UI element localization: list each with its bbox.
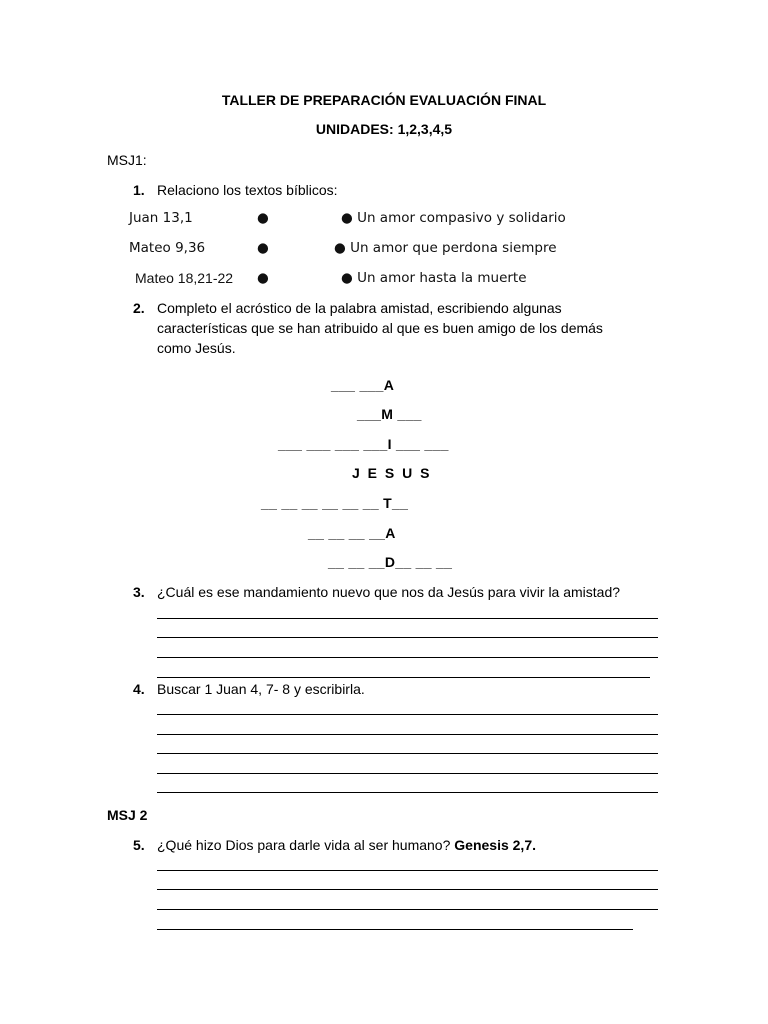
answer-line	[157, 714, 658, 715]
relation-bullet: ●	[257, 270, 269, 286]
answer-line	[157, 734, 658, 735]
answer-line	[157, 637, 658, 638]
relation-right: ● Un amor hasta la muerte	[341, 270, 527, 286]
relation-right: ● Un amor compasivo y solidario	[341, 210, 566, 226]
section-label-msj2: MSJ 2	[107, 807, 148, 823]
question-text-line: características que se han atribuido al que es buen amigo de los demás	[157, 320, 603, 336]
relation-bullet: ●	[257, 210, 269, 226]
answer-line	[157, 618, 658, 619]
answer-line	[157, 753, 658, 754]
question-number: 3.	[133, 584, 145, 600]
answer-line	[157, 929, 633, 930]
relation-left: Juan 13,1	[129, 210, 193, 226]
question-text-line: como Jesús.	[157, 340, 236, 356]
relation-left: Mateo 9,36	[129, 240, 206, 256]
question-text	[157, 837, 536, 853]
answer-line	[157, 773, 658, 774]
acrostic-row: __ __ __ __ __ __ T__	[261, 495, 409, 511]
answer-line	[157, 657, 658, 658]
page-title: TALLER DE PREPARACIÓN EVALUACIÓN FINAL	[221, 92, 547, 108]
relation-left: Mateo 18,21-22	[135, 270, 234, 286]
acrostic-row: ___M ___	[357, 406, 422, 422]
relation-right: ● Un amor que perdona siempre	[334, 240, 557, 256]
answer-line	[157, 792, 658, 793]
question-text: Relaciono los textos bíblicos:	[157, 182, 338, 198]
question-text-main: ¿Qué hizo Dios para darle vida al ser humano?	[157, 837, 455, 853]
relation-bullet: ●	[257, 240, 269, 256]
question-number: 5.	[133, 837, 145, 853]
question-text: Buscar 1 Juan 4, 7- 8 y escribirla.	[157, 681, 365, 697]
question-number: 2.	[133, 300, 145, 316]
acrostic-row: ___ ___A	[331, 377, 395, 393]
acrostic-row: J E S U S	[352, 465, 432, 481]
question-number: 4.	[133, 681, 145, 697]
acrostic-row: __ __ __D__ __ __	[328, 554, 453, 570]
question-text: ¿Cuál es ese mandamiento nuevo que nos da Jesús para vivir la amistad?	[157, 584, 621, 600]
acrostic-row: ___ ___ ___ ___I ___ ___	[278, 436, 449, 452]
answer-line	[157, 889, 658, 890]
answer-line	[157, 870, 658, 871]
answer-line	[157, 909, 658, 910]
bible-reference: Genesis 2,7.	[454, 837, 536, 853]
question-number: 1.	[133, 182, 145, 198]
acrostic-row: __ __ __ __A	[308, 525, 396, 541]
page-subtitle: UNIDADES: 1,2,3,4,5	[315, 121, 453, 137]
section-label-msj1: MSJ1:	[107, 152, 147, 168]
question-text-line: Completo el acróstico de la palabra amistad, escribiendo algunas	[157, 300, 562, 316]
answer-line	[157, 677, 650, 678]
